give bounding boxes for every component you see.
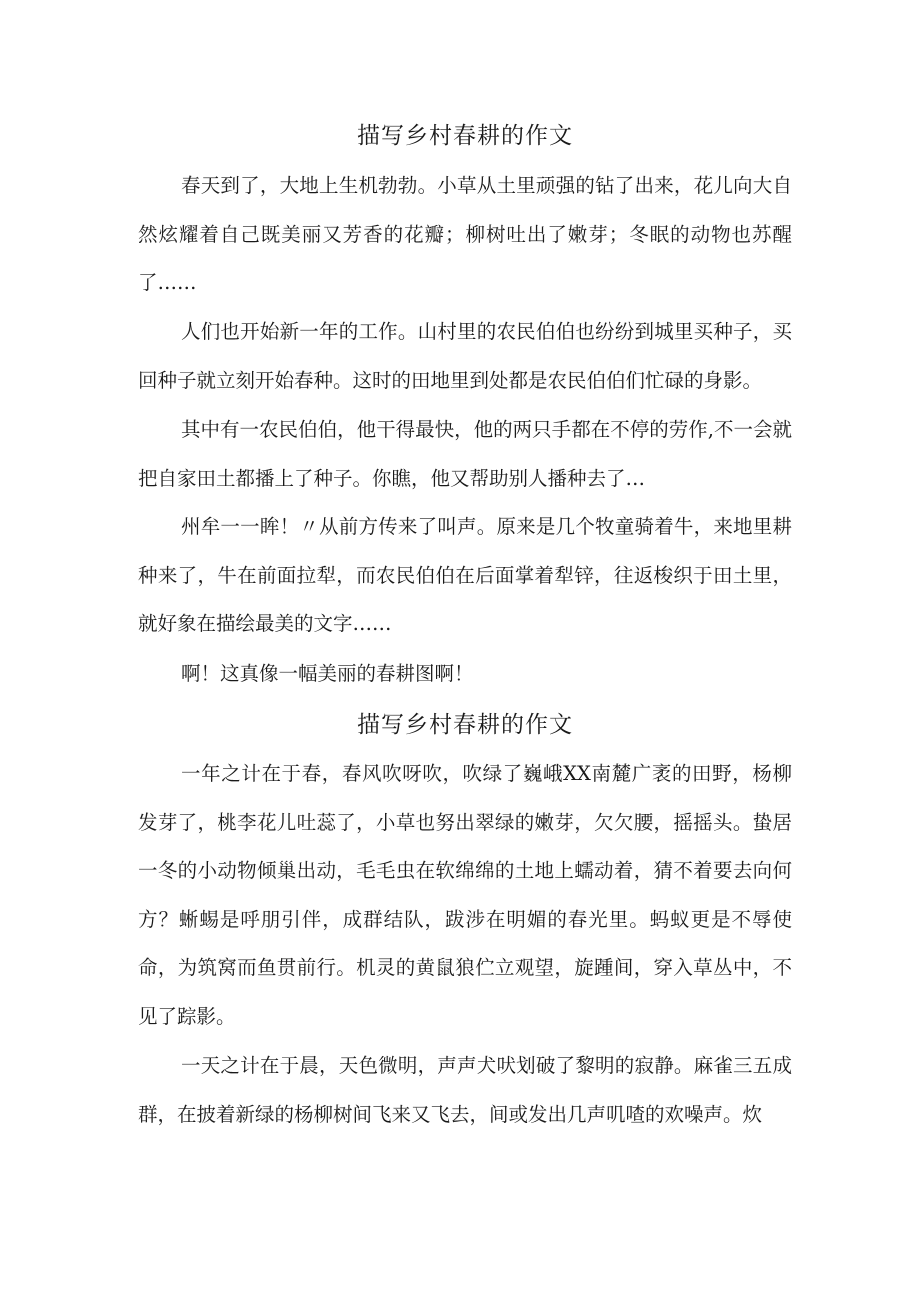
essay-2-paragraph-2: 一天之计在于晨，天色微明，声声犬吠划破了黎明的寂静。麻雀三五成群，在披着新绿的杨柳树间飞来又飞去，间或发出几声叽喳的欢噪声。炊 xyxy=(138,1054,792,1126)
essay-2-paragraph-1: 一年之计在于春，春风吹呀吹，吹绿了巍峨XX南麓广袤的田野，杨柳发芽了，桃李花儿吐蕊了，小草也努出翠绿的嫩芽，欠欠腰，摇摇头。蛰居一冬的小动物倾巢出动，毛毛虫在软绵绵的土地上蠕动着，猜不着要去向何方？蜥蜴是呼朋引伴，成群结队，跋涉在明媚的春光里。蚂蚁更是不辱使命，为筑窝而鱼贯前行。机灵的黄鼠狼伫立观望，旋踵间，穿入草丛中，不见了踪影。 xyxy=(138,762,792,1028)
essay-title-2: 描写乡村春耕的作文 xyxy=(357,712,573,738)
essay-1-paragraph-1: 春天到了，大地上生机勃勃。小草从土里顽强的钻了出来，花儿向大自然炫耀着自己既美丽又芳香的花瓣；柳树吐出了嫩芽；冬眠的动物也苏醒了…… xyxy=(138,174,792,294)
essay-1-paragraph-5: 啊！这真像一幅美丽的春耕图啊！ xyxy=(181,662,474,685)
essay-1-paragraph-4: 州牟一一眸！〃从前方传来了叫声。原来是几个牧童骑着牛，来地里耕种来了，牛在前面拉犁，而农民伯伯在后面掌着犁锌，往返梭织于田土里，就好象在描绘最美的文字…… xyxy=(138,515,792,635)
essay-1-paragraph-2: 人们也开始新一年的工作。山村里的农民伯伯也纷纷到城里买种子，买回种子就立刻开始春种。这时的田地里到处都是农民伯伯们忙碌的身影。 xyxy=(138,320,792,392)
essay-1-paragraph-3: 其中有一农民伯伯，他干得最快，他的两只手都在不停的劳作,不一会就把自家田土都播上了种子。你瞧，他又帮助别人播种去了… xyxy=(138,418,792,490)
essay-title-1: 描写乡村春耕的作文 xyxy=(357,123,573,149)
